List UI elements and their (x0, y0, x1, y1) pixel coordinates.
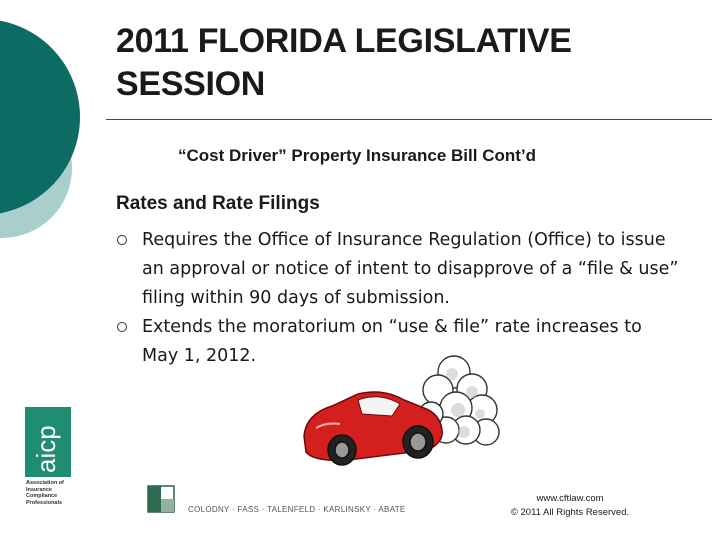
footer (480, 492, 660, 520)
bullet-item (116, 226, 680, 313)
bullet-text: Requires the Office of Insurance Regulation (Office) to issue an approval or notice of intent to disapprove of a “file & use” filing within 90 days of submission. (142, 230, 679, 308)
footer-copyright: © 2011 All Rights Reserved. (510, 507, 630, 518)
aicp-logo-mark (25, 407, 71, 477)
aicp-logo (25, 407, 71, 477)
slide-title: 2011 FLORIDA LEGISLATIVE SESSION (116, 22, 572, 103)
decorative-teal-circles (0, 0, 110, 300)
slide-subtitle: “Cost Driver” Property Insurance Bill Cont’d (178, 146, 537, 165)
bullet-text: Extends the moratorium on “use & file” rate increases to May 1, 2012. (142, 317, 642, 366)
hollow-circle-bullet-icon (117, 322, 127, 332)
footer-website-link[interactable]: www.cftlaw.com (536, 493, 604, 504)
title-divider (106, 119, 712, 120)
firm-name: COLODNY · FASS · TALENFELD · KARLINSKY · ABATE (188, 505, 406, 514)
speeding-car-illustration (296, 344, 506, 474)
hollow-circle-bullet-icon (117, 235, 127, 245)
aicp-logo-text: aicp (31, 425, 61, 473)
section-heading: Rates and Rate Filings (116, 193, 320, 214)
aicp-caption: Association of Insurance Compliance Professionals (26, 480, 64, 506)
firm-logo-icon (146, 484, 176, 514)
